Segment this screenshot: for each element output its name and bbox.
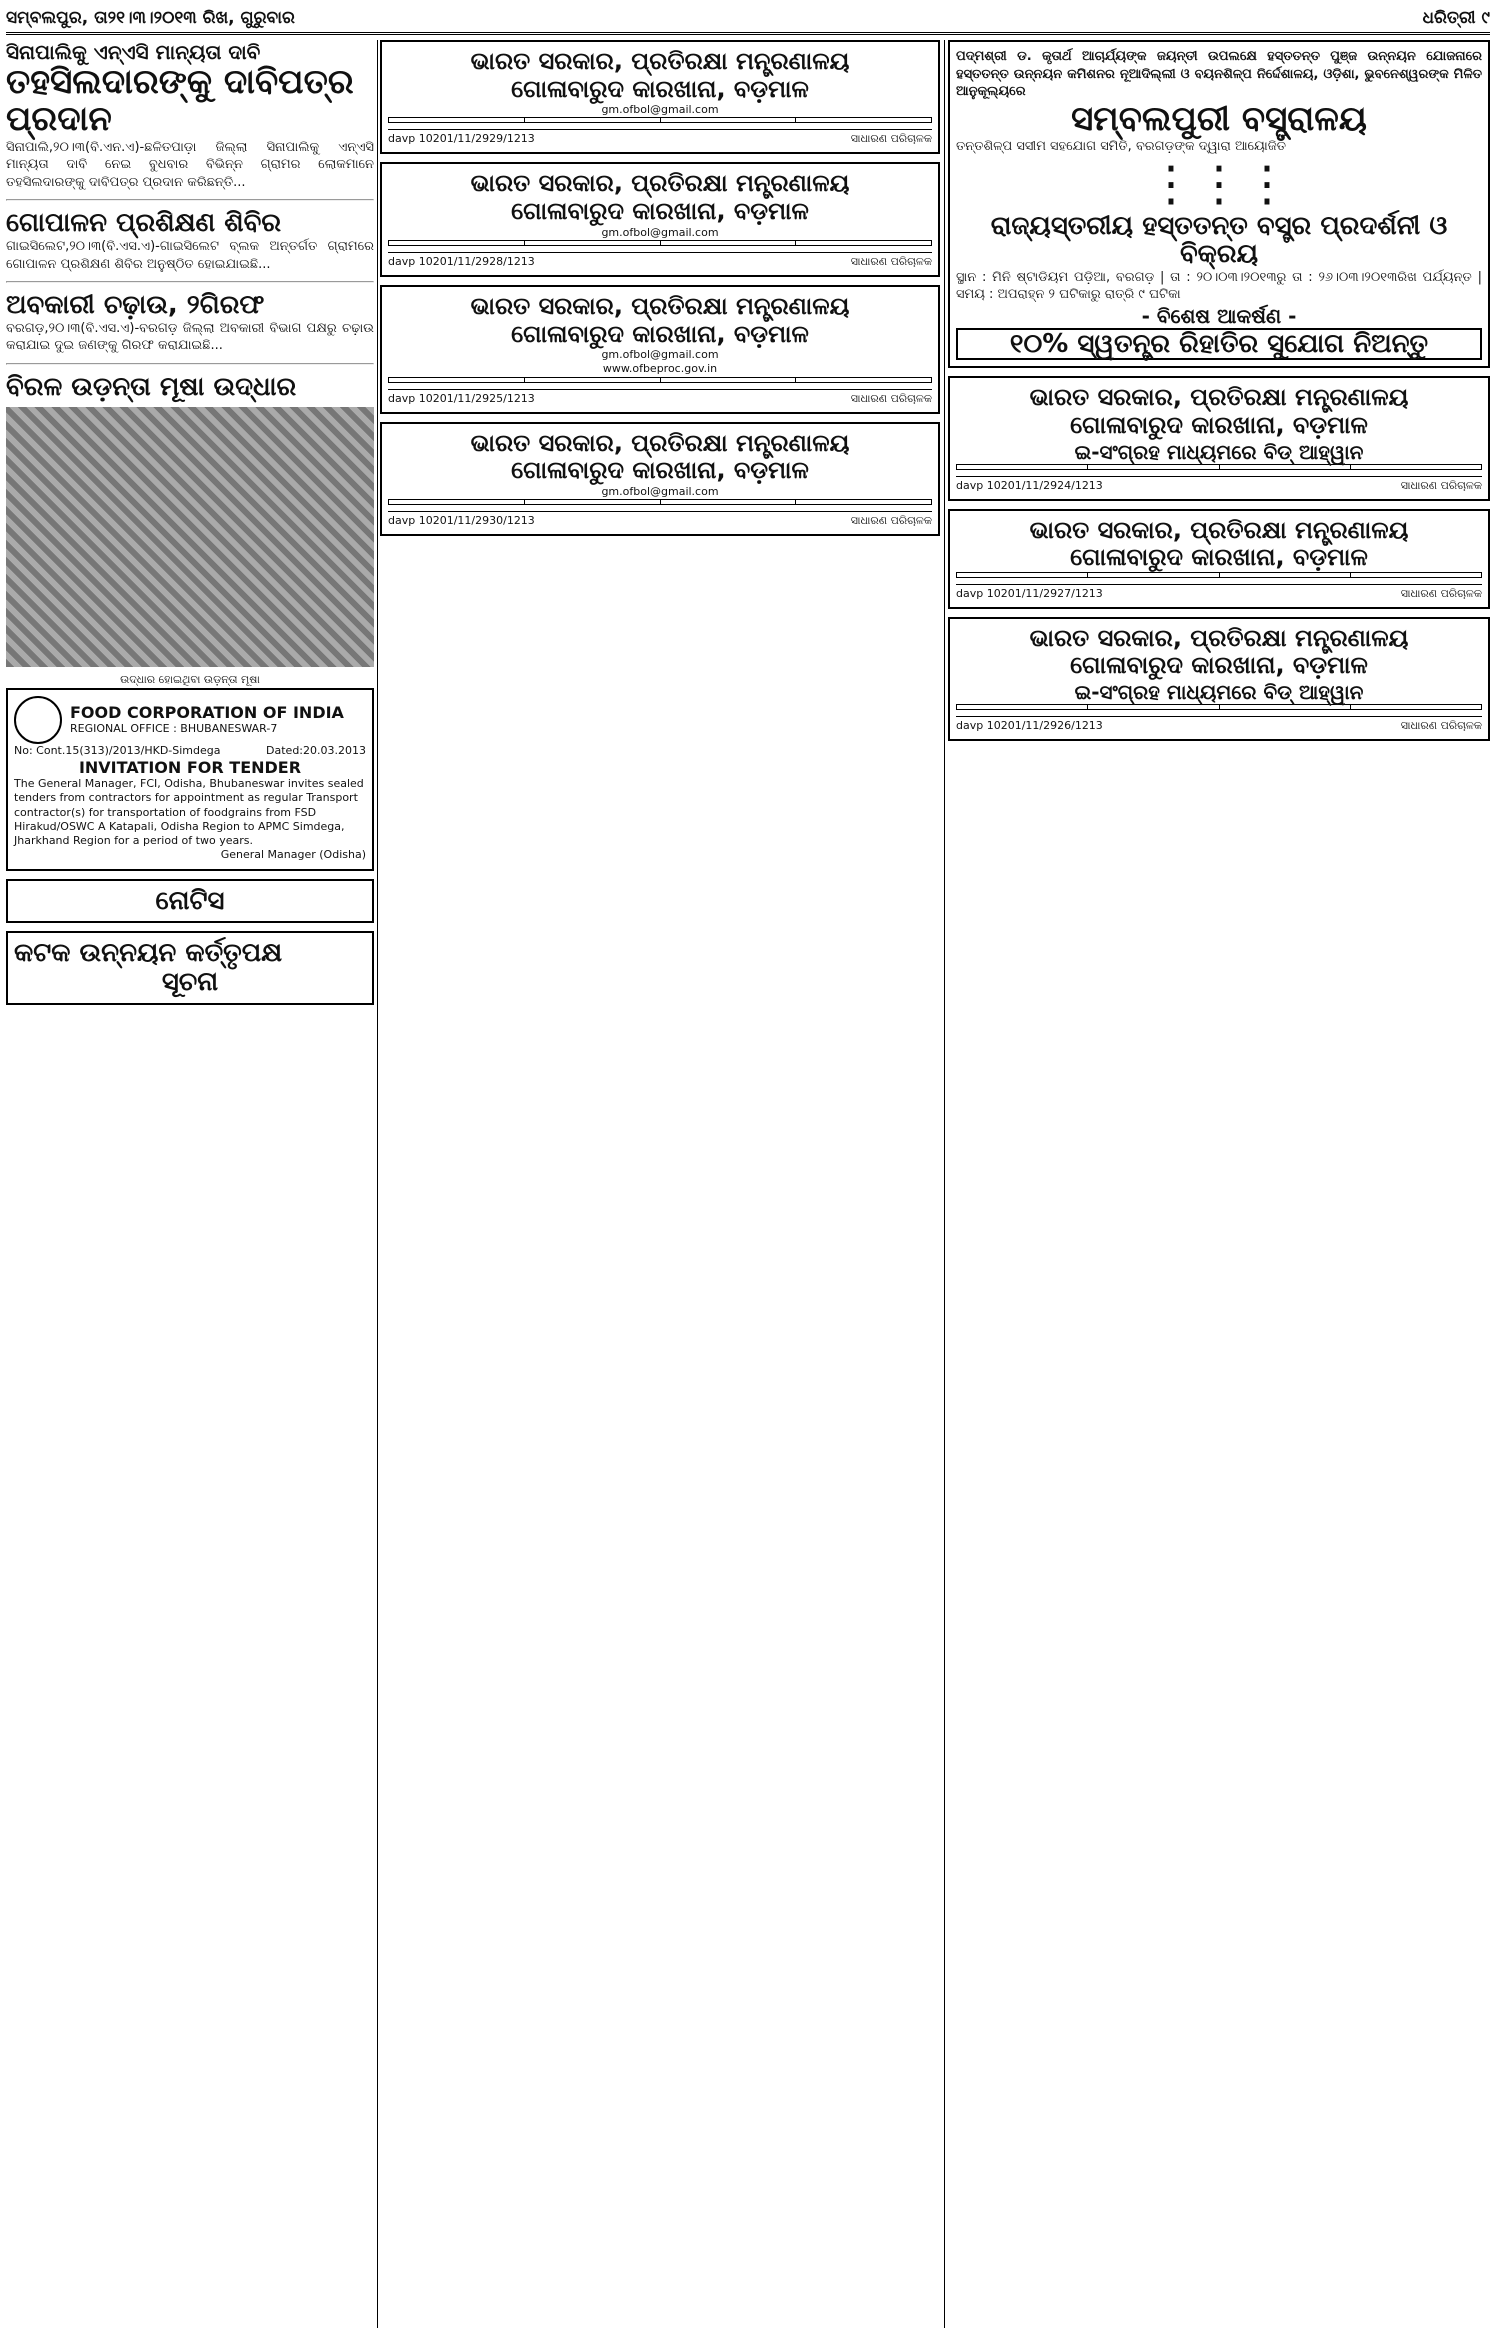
fci-org: FOOD CORPORATION OF INDIA [70,703,344,723]
loom-icon: ⋮⋮⋮ [1147,155,1291,212]
story-body: ଗାଇସିଲେଟ,୨୦।୩(ବି.ଏସ.ଏ)-ଗାଇସିଲେଟ ବ୍ଲକ ଅନ୍ତର୍ଗତ ଗ୍ରାମରେ ଗୋପାଳନ ପ୍ରଶିକ୍ଷଣ ଶିବିର ଅନୁଷ୍ଠିତ ହୋଇଯାଇଛି... [6,239,374,272]
expo-intro: ପଦ୍ମଶ୍ରୀ ଡ. କୃତାର୍ଥ ଆଚାର୍ଯ୍ୟଙ୍କ ଜୟନ୍ତୀ ଉପଲକ୍ଷେ ହସ୍ତତନ୍ତ ପୁଞ୍ଜ ଉନ୍ନୟନ ଯୋଜନାରେ ହସ୍ତତନ୍ତ ଉନ୍ନୟନ କମିଶନର ନୂଆଦିଲ୍ଲୀ ଓ ବୟନଶିଳ୍ପ ନିର୍ଦ୍ଦେଶାଳୟ, ଓଡ଼ିଶା, ଭୁବନେଶ୍ୱରଙ୍କ ମିଳିତ ଆନୁକୂଲ୍ୟରେ [956,49,1482,100]
call-for-bids: ଇ-ସଂଗ୍ରହ ମାଧ୍ୟମରେ ବିଡ୍ ଆହ୍ୱାନ [1074,439,1364,464]
tender-ad [948,617,1490,741]
davp-no: davp 10201/11/2927/1213 [956,586,1103,600]
signatory: ସାଧାରଣ ପରିଚାଳକ [1400,478,1482,492]
factory: ଗୋଳାବାରୁଦ କାରଖାନା, ବଡ଼ମାଳ [511,456,809,485]
expo-title: ସମ୍ବଲପୁରୀ ବସ୍ତ୍ରାଳୟ [1071,98,1367,139]
story-3 [6,291,374,355]
factory: ଗୋଳାବାରୁଦ କାରଖାନା, ବଡ଼ମାଳ [1070,411,1368,440]
middle-column [380,40,940,2328]
uco-notice [6,879,374,924]
signatory: ସାଧାରଣ ପରିଚାଳକ [1400,719,1482,733]
davp-no: davp 10201/11/2930/1213 [388,514,535,528]
fci-no: No: Cont.15(313)/2013/HKD-Simdega [14,743,221,757]
expo-attraction: - ବିଶେଷ ଆକର୍ଷଣ - [1141,303,1297,328]
davp-no: davp 10201/11/2924/1213 [956,478,1103,492]
call-for-bids: ଇ-ସଂଗ୍ରହ ମାଧ୍ୟମରେ ବିଡ୍ ଆହ୍ୱାନ [1074,680,1364,705]
factory: ଗୋଳାବାରୁଦ କାରଖାନା, ବଡ଼ମାଳ [511,74,809,103]
ministry: ଭାରତ ସରକାର, ପ୍ରତିରକ୍ଷା ମନ୍ତ୍ରଣାଳୟ [1029,515,1409,544]
davp-no: davp 10201/11/2926/1213 [956,719,1103,733]
story-title: ବିରଳ ଉଡ଼ନ୍ତା ମୂଷା ଉଦ୍ଧାର [6,371,297,402]
photo-caption: ଉଦ୍ଧାର ହୋଇଥିବା ଉଡ଼ନ୍ତା ମୂଷା [120,673,260,687]
fci-tender-ad [6,688,374,871]
davp-no: davp 10201/11/2925/1213 [388,391,535,405]
factory: ଗୋଳାବାରୁଦ କାରଖାନା, ବଡ଼ମାଳ [511,319,809,348]
signatory: ସାଧାରଣ ପରିଚାଳକ [850,132,932,146]
signatory: ସାଧାରଣ ପରିଚାଳକ [850,391,932,405]
cda-notice-title: ସୂଚନା [161,966,219,997]
tender-ad [948,509,1490,609]
story-title: ଅବକାରୀ ଚଢ଼ାଉ, ୨ଗିରଫ [6,290,265,321]
davp-no: davp 10201/11/2928/1213 [388,254,535,268]
fci-head: INVITATION FOR TENDER [78,757,302,777]
fci-sign: General Manager (Odisha) [220,848,366,862]
factory: ଗୋଳାବାରୁଦ କାରଖାନା, ବଡ଼ମାଳ [1070,543,1368,572]
tender-ad [380,40,940,154]
expo-event: ରାଜ୍ୟସ୍ତରୀୟ ହସ୍ତତନ୍ତ ବସ୍ତ୍ର ପ୍ରଦର୍ଶନୀ ଓ ବିକ୍ରୟ [990,210,1448,270]
email: gm.ofbol@gmail.com [601,484,719,498]
right-column [948,40,1490,2328]
factory: ଗୋଳାବାରୁଦ କାରଖାନା, ବଡ଼ମାଳ [511,197,809,226]
expo-organizer: ତନ୍ତଶିଳ୍ପ ସସୀମ ସହଯୋଗ ସମିତି, ବରଗଡ଼ଙ୍କ ଦ୍ୱାରା ଆୟୋଜିତ [956,139,1287,155]
story-title: ତହସିଲଦାରଙ୍କୁ ଦାବିପତ୍ର ପ୍ରଦାନ [6,62,354,140]
story-2 [6,209,374,273]
tender-ad [948,376,1490,500]
factory: ଗୋଳାବାରୁଦ କାରଖାନା, ବଡ଼ମାଳ [1070,651,1368,680]
tender-ad [380,285,940,414]
expo-details: ସ୍ଥାନ : ମିନି ଷ୍ଟାଡିୟମ ପଡ଼ିଆ, ବରଗଡ଼ | ତା : ୨୦।୦୩।୨୦୧୩ରୁ ତା : ୨୬।୦୩।୨୦୧୩ରିଖ ପର୍ଯ୍ୟନ୍ତ | ସମୟ : ଅପରାହ୍ନ ୨ ଘଟିକାରୁ ରାତ୍ରି ୯ ଘଟିକା [956,269,1482,303]
ministry: ଭାରତ ସରକାର, ପ୍ରତିରକ୍ଷା ମନ୍ତ୍ରଣାଳୟ [1029,623,1409,652]
email: gm.ofbol@gmail.com [601,348,719,362]
fci-office: REGIONAL OFFICE : BHUBANESWAR-7 [70,722,278,736]
fci-body: The General Manager, FCI, Odisha, Bhubaneswar invites sealed tenders from contractors for appointment as regular Transport contractor(s) for transportation of foodgrains from FSD Hirakud/OSWC A Katapali, Odisha Region to APMC Simdega, Jharkhand Region for a period of two years. [14,776,364,848]
dateline: ସମ୍ବଲପୁର, ତା୨୧।୩।୨୦୧୩ ରିଖ, ଗୁରୁବାର [6,8,295,28]
story-kicker: ସିନାପାଲିକୁ ଏନ୍ଏସି ମାନ୍ୟତା ଦାବି [6,40,261,64]
page-header [6,4,1490,35]
signatory: ସାଧାରଣ ପରିଚାଳକ [1400,586,1482,600]
cda-title: କଟକ ଉନ୍ନୟନ କର୍ତ୍ତୃପକ୍ଷ [14,938,283,969]
handloom-expo-ad [948,40,1490,368]
story-body: ବରଗଡ଼,୨୦।୩(ବି.ଏସ.ଏ)-ବରଗଡ଼ ଜିଲ୍ଲା ଅବକାରୀ ବିଭାଗ ପକ୍ଷରୁ ଚଢ଼ାଉ କରାଯାଇ ଦୁଇ ଜଣଙ୍କୁ ଗିରଫ କରାଯାଇଛି... [6,320,374,354]
story-body: ସିନାପାଲି,୨୦।୩(ବି.ଏନ.ଏ)-ଛଳିତପାଡ଼ା ଜିଲ୍ଲା ସିନାପାଲିକୁ ଏନ୍ଏସି ମାନ୍ୟତା ଦାବି ନେଇ ବୁଧବାର ବିଭିନ୍ନ ଗ୍ରାମର ଲୋକମାନେ ତହସିଲଦାରଙ୍କୁ ଦାବିପତ୍ର ପ୍ରଦାନ କରିଛନ୍ତି... [6,139,374,190]
story-1 [6,40,374,191]
davp-no: davp 10201/11/2929/1213 [388,132,535,146]
left-column [6,40,374,2328]
fci-logo [14,696,62,744]
fci-date: Dated:20.03.2013 [266,743,366,757]
story-4 [6,373,374,688]
story-title: ଗୋପାଳନ ପ୍ରଶିକ୍ଷଣ ଶିବିର [6,208,282,239]
signatory: ସାଧାରଣ ପରିଚାଳକ [850,254,932,268]
email: gm.ofbol@gmail.com [601,103,719,117]
uco-title: ନୋଟିସ [155,885,225,916]
ministry: ଭାରତ ସରକାର, ପ୍ରତିରକ୍ଷା ମନ୍ତ୍ରଣାଳୟ [1029,383,1409,412]
ministry: ଭାରତ ସରକାର, ପ୍ରତିରକ୍ଷା ମନ୍ତ୍ରଣାଳୟ [470,428,850,457]
ministry: ଭାରତ ସରକାର, ପ୍ରତିରକ୍ଷା ମନ୍ତ୍ରଣାଳୟ [470,291,850,320]
ministry: ଭାରତ ସରକାର, ପ୍ରତିରକ୍ଷା ମନ୍ତ୍ରଣାଳୟ [470,47,850,75]
website: www.ofbeproc.gov.in [602,362,718,376]
email: gm.ofbol@gmail.com [601,225,719,239]
expo-discount: ୧୦% ସ୍ୱତନ୍ତ୍ର ରିହାତିର ସୁଯୋଗ ନିଅନ୍ତୁ [956,328,1482,361]
cda-notice [6,931,374,1004]
page-number: ଧରିତ୍ରୀ ୯ [1422,8,1490,28]
tender-ad [380,162,940,276]
ministry: ଭାରତ ସରକାର, ପ୍ରତିରକ୍ଷା ମନ୍ତ୍ରଣାଳୟ [470,169,850,198]
signatory: ସାଧାରଣ ପରିଚାଳକ [850,514,932,528]
photo [6,407,374,667]
tender-ad [380,422,940,536]
